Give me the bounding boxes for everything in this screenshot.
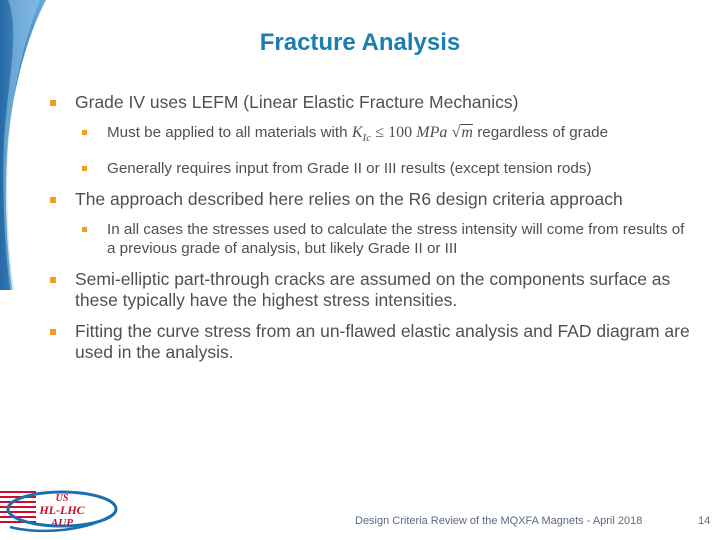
page-number: 14 [698, 515, 711, 527]
bullet-marker-icon [50, 197, 56, 203]
logo-line1: US [55, 493, 69, 504]
bullet-marker-icon [82, 227, 87, 232]
bullet-marker-icon [50, 329, 56, 335]
kic-symbol: $K_{Ic}$ [351, 124, 372, 145]
kic-relation: ≤ 100 [375, 124, 413, 141]
bullet-r6 [50, 189, 690, 210]
bullet-text: Fitting the curve stress from an un-flawed elastic analysis and FAD diagram are used in the analysis. [75, 321, 690, 363]
bullet-cracks [50, 269, 690, 311]
bullet-text: Grade IV uses LEFM (Linear Elastic Fracture Mechanics) [75, 92, 519, 112]
slide-title: Fracture Analysis [259, 29, 461, 56]
footer-text: Design Criteria Review of the MQXFA Magnets - April 2018 [355, 515, 643, 527]
bullet-marker-icon [50, 100, 56, 106]
us-hl-lhc-aup-logo-icon [0, 487, 120, 537]
logo-line2: HL-LHC [39, 503, 85, 517]
sub-bullet-text-post: regardless of grade [477, 124, 609, 141]
sqrt-symbol: √ [451, 124, 461, 141]
bullet-text: The approach described here relies on the R6 design criteria approach [75, 189, 623, 210]
sub-bullet-kic [82, 123, 690, 148]
bullet-grade-iv [50, 92, 690, 113]
logo-line3: AUP [51, 517, 73, 529]
mpa-unit: MPa [416, 124, 448, 141]
sub-bullet-text: Generally requires input from Grade II or III results (except tension rods) [107, 160, 592, 178]
sub-bullet-stresses [82, 220, 690, 258]
bullet-marker-icon [82, 130, 87, 135]
bullet-marker-icon [50, 277, 56, 283]
sub-bullet-text-pre: Must be applied to all materials with [107, 124, 348, 141]
sub-bullet-input [82, 159, 690, 178]
bullet-marker-icon [82, 166, 87, 171]
bullet-text: Semi-elliptic part-through cracks are assumed on the components surface as these typically have the highest stress intensities. [75, 269, 671, 311]
sqrt-m: m [461, 124, 473, 141]
sub-bullet-text: In all cases the stresses used to calculate the stress intensity will come from results of a previous grade of analysis, but likely Grade II or III [107, 221, 685, 258]
bullet-list [50, 92, 690, 373]
bullet-fad [50, 321, 690, 363]
